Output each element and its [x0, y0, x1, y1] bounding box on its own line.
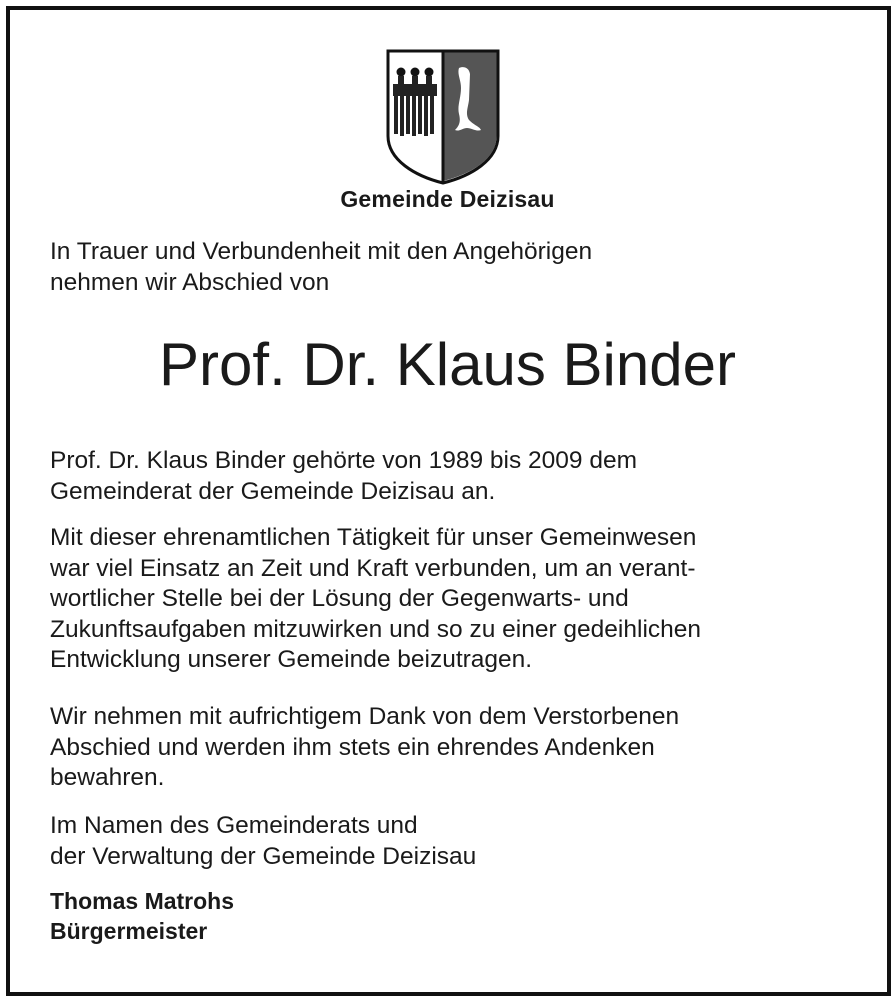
signatory-title: Bürgermeister — [50, 918, 208, 944]
signature-block — [50, 886, 234, 946]
paragraph-thanks — [50, 702, 679, 794]
paragraph-line: Gemeinderat der Gemeinde Deizisau an. — [50, 477, 496, 505]
paragraph-line: Im Namen des Gemeinderats und — [50, 812, 418, 839]
paragraph-on-behalf — [50, 811, 476, 872]
intro-line: In Trauer und Verbundenheit mit den Angehörigen — [50, 238, 593, 265]
paragraph-line: bewahren. — [50, 764, 165, 791]
paragraph-line: Abschied und werden ihm stets ein ehrendes Andenken — [50, 733, 655, 761]
paragraph-line: Wir nehmen mit aufrichtigem Dank von dem Verstorbenen — [50, 703, 680, 730]
paragraph-line: Mit dieser ehrenamtlichen Tätigkeit für unser Gemeinwesen — [50, 524, 697, 551]
paragraph-line: Prof. Dr. Klaus Binder gehörte von 1989 bis 2009 dem — [50, 447, 637, 474]
paragraph-line: wortlicher Stelle bei der Lösung der Gegenwarts- und — [50, 585, 629, 612]
paragraph-line: war viel Einsatz an Zeit und Kraft verbunden, um an verant- — [50, 554, 696, 582]
paragraph-line: der Verwaltung der Gemeinde Deizisau — [50, 842, 477, 870]
signatory-name: Thomas Matrohs — [50, 888, 235, 914]
paragraph-tribute — [50, 523, 701, 676]
paragraph-line: Entwicklung unserer Gemeinde beizutragen. — [50, 646, 533, 673]
organization-name: Gemeinde Deizisau — [340, 186, 555, 212]
coat-of-arms-icon — [385, 48, 501, 186]
paragraph-service — [50, 446, 637, 507]
paragraph-line: Zukunftsaufgaben mitzuwirken und so zu einer gedeihlichen — [50, 615, 702, 643]
intro-text — [50, 236, 592, 298]
intro-line: nehmen wir Abschied von — [50, 269, 330, 296]
deceased-name: Prof. Dr. Klaus Binder — [159, 331, 736, 398]
